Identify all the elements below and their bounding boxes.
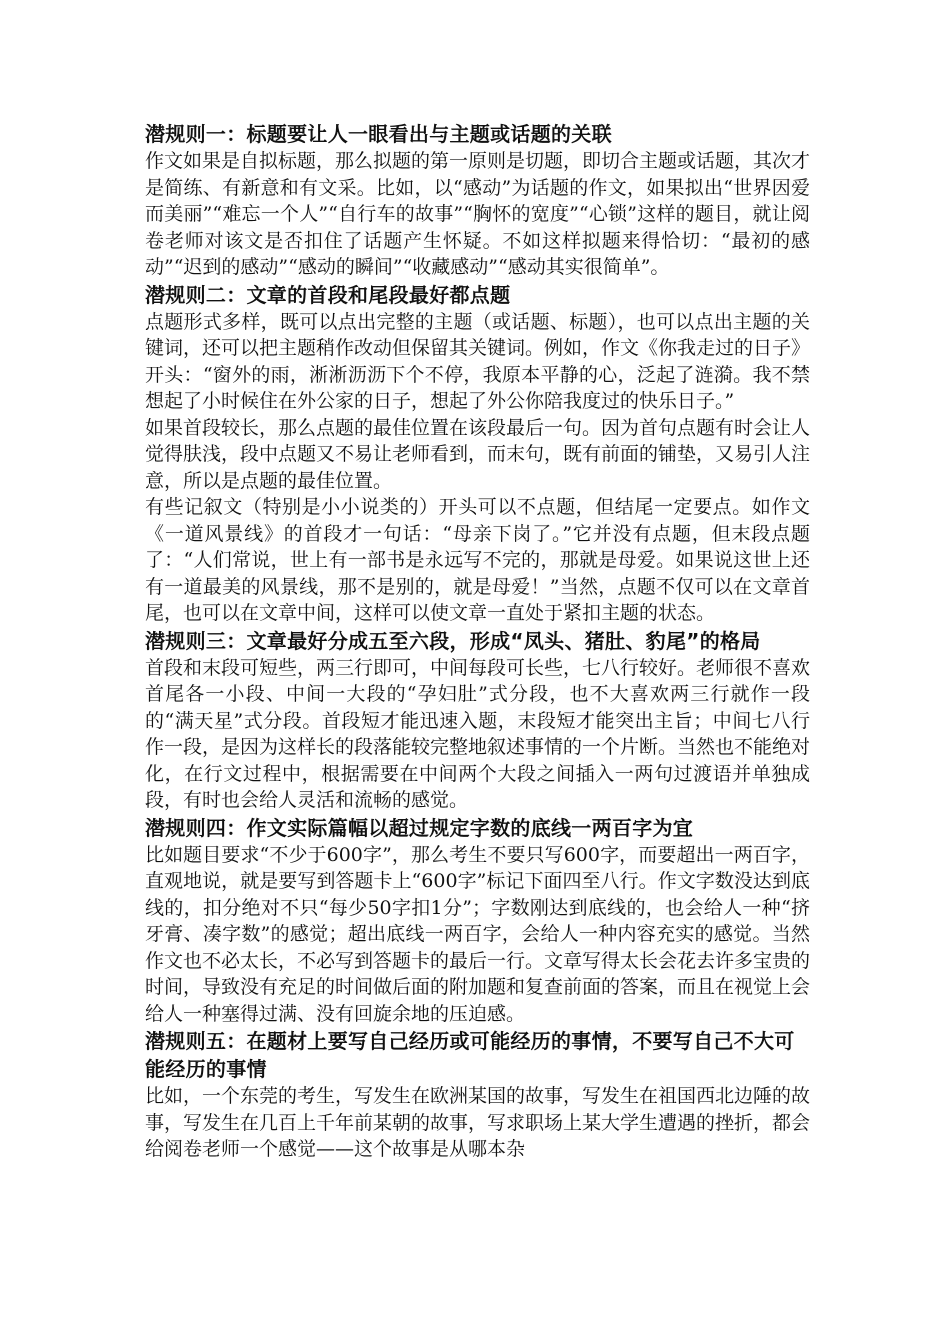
paragraph: 首段和末段可短些，两三行即可，中间每段可长些，七八行较好。老师很不喜欢首尾各一小段、中间一大段的“孕妇肚”式分段，也不大喜欢两三行就作一段的“满天星”式分段。首段短才能迅速入题，末段短才能突出主旨；中间七八行作一段，是因为这样长的段落能较完整地叙述事情的一个片断。当然也不能绝对化，在行文过程中，根据需要在中间两个大段之间插入一两句过渡语并单独成段，有时也会给人灵活和流畅的感觉。	[145, 656, 811, 811]
paragraph: 比如题目要求“不少于600字”，那么考生不要只写600字，而要超出一两百字，直观地说，就是要写到答题卡上“600字”标记下面四至八行。作文字数没达到底线的，扣分绝对不只“每少50字扣1分”；字数刚达到底线的，也会给人一种“挤牙膏、凑字数”的感觉；超出底线一两百字，会给人一种内容充实的感觉。当然作文也不必太长，不必写到答题卡的最后一行。文章写得太长会花去许多宝贵的时间，导致没有充足的时间做后面的附加题和复查前面的答案，而且在视觉上会给人一种塞得过满、没有回旋余地的压迫感。	[145, 843, 811, 1025]
section-heading: 潜规则一：标题要让人一眼看出与主题或话题的关联	[145, 122, 612, 146]
paragraph: 有些记叙文（特别是小小说类的）开头可以不点题，但结尾一定要点。如作文《一道风景线》的首段才一句话：“母亲下岗了。”它并没有点题，但末段点题了：“人们常说，世上有一部书是永远写不完的，那就是母爱。如果说这世上还有一道最美的风景线，那不是别的，就是母爱！”当然，点题不仅可以在文章首尾，也可以在文章中间，这样可以使文章一直处于紧扣主题的状态。	[145, 496, 810, 624]
paragraph: 比如，一个东莞的考生，写发生在欧洲某国的故事，写发生在祖国西北边陲的故事，写发生在几百上千年前某朝的故事，写求职场上某大学生遭遇的挫折，都会给阅卷老师一个感觉——这个故事是从哪本杂	[145, 1085, 811, 1160]
section-heading: 潜规则五：在题材上要写自己经历或可能经历的事情，不要写自己不大可能经历的事情	[145, 1029, 795, 1081]
section-heading: 潜规则四：作文实际篇幅以超过规定字数的底线一两百字为宜	[145, 815, 694, 840]
section-rule-4	[145, 814, 810, 1028]
paragraph: 作文如果是自拟标题，那么拟题的第一原则是切题，即切合主题或话题，其次才是简练、有新意和有文采。比如，以“感动”为话题的作文，如果拟出“世界因爱而美丽”“难忘一个人”“自行车的故事”“胸怀的宽度”“心锁”这样的题目，就让阅卷老师对该文是否扣住了话题产生怀疑。不如这样拟题来得恰切：“最初的感动”“迟到的感动”“感动的瞬间”“收藏感动”“感动其实很简单”。	[145, 150, 811, 278]
document-body	[145, 120, 810, 1163]
section-rule-5	[145, 1027, 810, 1163]
section-rule-3	[145, 627, 810, 814]
section-rule-1	[145, 120, 810, 281]
section-heading: 潜规则二：文章的首段和尾段最好都点题	[145, 282, 511, 307]
section-rule-2	[145, 281, 810, 627]
paragraph: 点题形式多样，既可以点出完整的主题（或话题、标题），也可以点出主题的关键词，还可以把主题稍作改动但保留其关键词。例如，作文《你我走过的日子》开头：“窗外的雨，淅淅沥沥下个不停，我原本平静的心，泛起了涟漪。我不禁想起了小时候住在外公家的日子，想起了外公你陪我度过的快乐日子。”	[145, 310, 811, 412]
paragraph: 如果首段较长，那么点题的最佳位置在该段最后一句。因为首句点题有时会让人觉得肤浅，段中点题又不易让老师看到，而末句，既有前面的铺垫，又易引人注意，所以是点题的最佳位置。	[145, 416, 811, 492]
section-heading: 潜规则三：文章最好分成五至六段，形成“凤头、猪肚、豹尾”的格局	[145, 628, 761, 653]
